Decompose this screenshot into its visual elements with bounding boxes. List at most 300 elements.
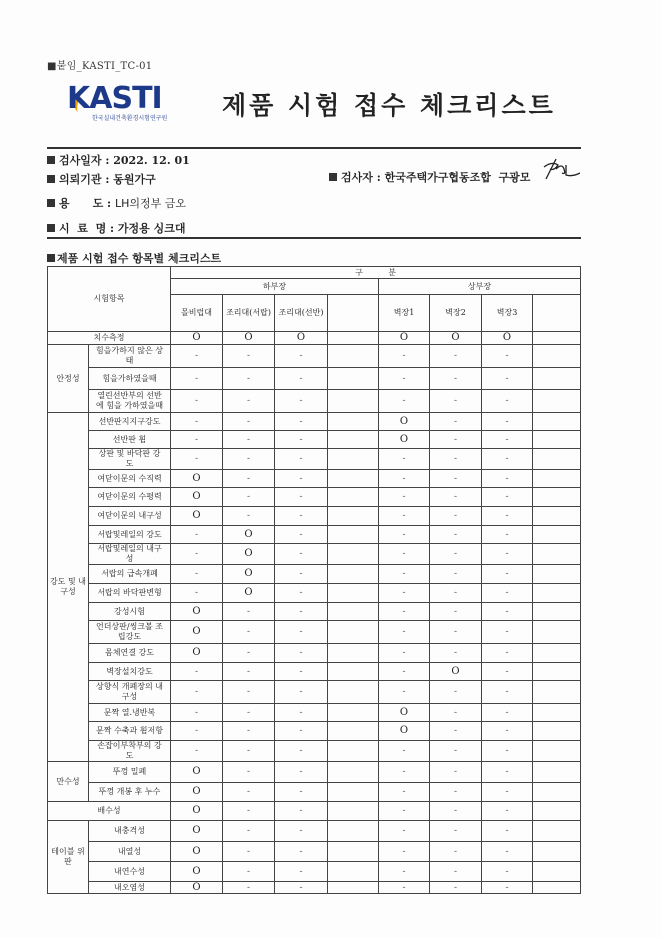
check-mark-cell: O bbox=[171, 332, 223, 345]
client-value: 동원가구 bbox=[113, 173, 156, 186]
test-item-label: 서랍및레일의 내구성 bbox=[89, 544, 171, 565]
not-applicable-cell: - bbox=[430, 621, 482, 644]
not-applicable-cell: - bbox=[275, 449, 328, 470]
table-row bbox=[48, 449, 581, 470]
not-applicable-cell: - bbox=[223, 663, 275, 681]
not-applicable-cell: - bbox=[379, 663, 430, 681]
not-applicable-cell: - bbox=[275, 681, 328, 704]
not-applicable-cell: - bbox=[379, 584, 430, 603]
not-applicable-cell: - bbox=[171, 544, 223, 565]
not-applicable-cell: - bbox=[223, 470, 275, 488]
bullet-square-icon bbox=[47, 156, 55, 164]
not-applicable-cell: - bbox=[430, 345, 482, 368]
test-item-label: 여닫이문의 수평력 bbox=[89, 488, 171, 507]
not-applicable-cell: - bbox=[223, 644, 275, 663]
not-applicable-cell: - bbox=[379, 882, 430, 894]
table-row bbox=[48, 842, 581, 862]
not-applicable-cell: - bbox=[223, 368, 275, 390]
empty-cell bbox=[328, 762, 379, 783]
not-applicable-cell: - bbox=[482, 783, 533, 802]
check-mark-cell: O bbox=[171, 762, 223, 783]
not-applicable-cell: - bbox=[482, 681, 533, 704]
sample-value: 가정용 싱크대 bbox=[117, 222, 186, 235]
empty-cell bbox=[533, 603, 581, 621]
inspector-label: 검사자 : bbox=[341, 171, 385, 184]
empty-cell bbox=[533, 526, 581, 544]
not-applicable-cell: - bbox=[275, 802, 328, 821]
not-applicable-cell: - bbox=[275, 722, 328, 741]
not-applicable-cell: - bbox=[430, 821, 482, 842]
bullet-square-icon bbox=[47, 199, 55, 207]
check-mark-cell: O bbox=[379, 413, 430, 431]
test-item-label: 선반판 휨 bbox=[89, 431, 171, 449]
empty-cell bbox=[328, 621, 379, 644]
not-applicable-cell: - bbox=[482, 704, 533, 722]
empty-cell bbox=[533, 470, 581, 488]
not-applicable-cell: - bbox=[223, 762, 275, 783]
not-applicable-cell: - bbox=[482, 431, 533, 449]
not-applicable-cell: - bbox=[275, 526, 328, 544]
test-item-label: 선반판지지구강도 bbox=[89, 413, 171, 431]
not-applicable-cell: - bbox=[275, 413, 328, 431]
table-row bbox=[48, 544, 581, 565]
check-mark-cell: O bbox=[379, 722, 430, 741]
table-row bbox=[48, 621, 581, 644]
usage-label: 용 도 : bbox=[59, 197, 115, 210]
not-applicable-cell: - bbox=[430, 882, 482, 894]
not-applicable-cell: - bbox=[482, 842, 533, 862]
table-row bbox=[48, 704, 581, 722]
test-item-label: 치수측정 bbox=[48, 332, 171, 345]
check-mark-cell: O bbox=[223, 565, 275, 584]
empty-cell bbox=[328, 663, 379, 681]
empty-cell bbox=[533, 882, 581, 894]
not-applicable-cell: - bbox=[275, 621, 328, 644]
not-applicable-cell: - bbox=[430, 584, 482, 603]
empty-cell bbox=[328, 345, 379, 368]
not-applicable-cell: - bbox=[430, 704, 482, 722]
not-applicable-cell: - bbox=[171, 565, 223, 584]
not-applicable-cell: - bbox=[430, 862, 482, 882]
not-applicable-cell: - bbox=[379, 741, 430, 762]
test-group-label: 강도 및 내구성 bbox=[48, 413, 89, 762]
document-title: 제품 시험 접수 체크리스트 bbox=[222, 91, 556, 120]
not-applicable-cell: - bbox=[482, 345, 533, 368]
empty-cell bbox=[533, 544, 581, 565]
not-applicable-cell: - bbox=[482, 862, 533, 882]
empty-cell bbox=[533, 681, 581, 704]
empty-cell bbox=[328, 544, 379, 565]
not-applicable-cell: - bbox=[430, 565, 482, 584]
empty-cell bbox=[328, 802, 379, 821]
not-applicable-cell: - bbox=[482, 488, 533, 507]
inspection-date-label: 검사일자 : bbox=[59, 154, 114, 167]
usage-value: LH의정부 금오 bbox=[114, 197, 186, 210]
empty-cell bbox=[533, 842, 581, 862]
not-applicable-cell: - bbox=[223, 345, 275, 368]
not-applicable-cell: - bbox=[275, 862, 328, 882]
empty-cell bbox=[328, 681, 379, 704]
header-column-0: 몰비럽대 bbox=[171, 295, 223, 332]
check-mark-cell: O bbox=[379, 332, 430, 345]
table-row bbox=[48, 783, 581, 802]
not-applicable-cell: - bbox=[275, 783, 328, 802]
not-applicable-cell: - bbox=[430, 368, 482, 390]
bullet-square-icon bbox=[47, 175, 55, 183]
check-mark-cell: O bbox=[171, 644, 223, 663]
check-mark-cell: O bbox=[379, 704, 430, 722]
table-row bbox=[48, 565, 581, 584]
empty-cell bbox=[328, 741, 379, 762]
table-row bbox=[48, 802, 581, 821]
not-applicable-cell: - bbox=[275, 762, 328, 783]
not-applicable-cell: - bbox=[275, 663, 328, 681]
not-applicable-cell: - bbox=[482, 821, 533, 842]
empty-cell bbox=[328, 722, 379, 741]
test-item-label: 힘을가하지 않은 상태 bbox=[89, 345, 171, 368]
not-applicable-cell: - bbox=[430, 681, 482, 704]
empty-cell bbox=[533, 368, 581, 390]
header-upper-cabinet: 상부장 bbox=[379, 279, 581, 295]
not-applicable-cell: - bbox=[379, 681, 430, 704]
table-row bbox=[48, 663, 581, 681]
empty-cell bbox=[328, 470, 379, 488]
header-column-5: 벽장2 bbox=[430, 295, 482, 332]
empty-cell bbox=[533, 644, 581, 663]
test-item-label: 서랍의 급속개폐 bbox=[89, 565, 171, 584]
empty-cell bbox=[533, 862, 581, 882]
empty-cell bbox=[328, 603, 379, 621]
not-applicable-cell: - bbox=[482, 621, 533, 644]
not-applicable-cell: - bbox=[275, 603, 328, 621]
not-applicable-cell: - bbox=[430, 603, 482, 621]
empty-cell bbox=[328, 368, 379, 390]
table-row bbox=[48, 345, 581, 368]
not-applicable-cell: - bbox=[482, 390, 533, 413]
kasti-logo bbox=[67, 83, 187, 123]
not-applicable-cell: - bbox=[379, 345, 430, 368]
not-applicable-cell: - bbox=[275, 390, 328, 413]
check-mark-cell: O bbox=[275, 332, 328, 345]
table-row bbox=[48, 882, 581, 894]
not-applicable-cell: - bbox=[223, 621, 275, 644]
test-item-label: 벽장설치강도 bbox=[89, 663, 171, 681]
test-item-label: 문짝 수축과 휨저항 bbox=[89, 722, 171, 741]
test-group-label: 테이블 위판 bbox=[48, 821, 89, 894]
not-applicable-cell: - bbox=[430, 413, 482, 431]
not-applicable-cell: - bbox=[482, 449, 533, 470]
not-applicable-cell: - bbox=[430, 449, 482, 470]
empty-cell bbox=[533, 431, 581, 449]
not-applicable-cell: - bbox=[223, 821, 275, 842]
header-column-1: 조리대(서랍) bbox=[223, 295, 275, 332]
test-group-label: 만수성 bbox=[48, 762, 89, 802]
not-applicable-cell: - bbox=[223, 431, 275, 449]
not-applicable-cell: - bbox=[275, 842, 328, 862]
not-applicable-cell: - bbox=[430, 488, 482, 507]
not-applicable-cell: - bbox=[482, 413, 533, 431]
not-applicable-cell: - bbox=[223, 449, 275, 470]
not-applicable-cell: - bbox=[171, 741, 223, 762]
check-mark-cell: O bbox=[171, 488, 223, 507]
test-item-label: 내오염성 bbox=[89, 882, 171, 894]
not-applicable-cell: - bbox=[275, 565, 328, 584]
check-mark-cell: O bbox=[171, 507, 223, 526]
table-row bbox=[48, 390, 581, 413]
header-column-4: 벽장1 bbox=[379, 295, 430, 332]
table-header bbox=[48, 267, 581, 332]
empty-cell bbox=[533, 704, 581, 722]
header-category: 구 분 bbox=[171, 267, 581, 279]
empty-cell bbox=[533, 449, 581, 470]
not-applicable-cell: - bbox=[379, 507, 430, 526]
not-applicable-cell: - bbox=[171, 345, 223, 368]
not-applicable-cell: - bbox=[482, 544, 533, 565]
empty-cell bbox=[533, 741, 581, 762]
not-applicable-cell: - bbox=[223, 488, 275, 507]
not-applicable-cell: - bbox=[171, 722, 223, 741]
empty-cell bbox=[328, 507, 379, 526]
not-applicable-cell: - bbox=[223, 722, 275, 741]
not-applicable-cell: - bbox=[482, 603, 533, 621]
not-applicable-cell: - bbox=[430, 802, 482, 821]
not-applicable-cell: - bbox=[223, 681, 275, 704]
empty-cell bbox=[533, 802, 581, 821]
table-row bbox=[48, 470, 581, 488]
logo-subtext: 한국실내건축환경시험연구원 bbox=[92, 115, 168, 122]
empty-cell bbox=[328, 842, 379, 862]
header-column-2: 조리대(선반) bbox=[275, 295, 328, 332]
not-applicable-cell: - bbox=[379, 565, 430, 584]
not-applicable-cell: - bbox=[171, 663, 223, 681]
empty-cell bbox=[533, 663, 581, 681]
not-applicable-cell: - bbox=[482, 470, 533, 488]
check-mark-cell: O bbox=[171, 603, 223, 621]
table-row bbox=[48, 762, 581, 783]
not-applicable-cell: - bbox=[223, 882, 275, 894]
not-applicable-cell: - bbox=[171, 526, 223, 544]
header-divider-bottom bbox=[47, 237, 581, 239]
not-applicable-cell: - bbox=[430, 526, 482, 544]
test-item-label: 내연수성 bbox=[89, 862, 171, 882]
not-applicable-cell: - bbox=[223, 862, 275, 882]
usage bbox=[47, 195, 186, 211]
not-applicable-cell: - bbox=[275, 368, 328, 390]
not-applicable-cell: - bbox=[275, 431, 328, 449]
not-applicable-cell: - bbox=[275, 470, 328, 488]
table-row bbox=[48, 862, 581, 882]
not-applicable-cell: - bbox=[379, 603, 430, 621]
table-row bbox=[48, 644, 581, 663]
not-applicable-cell: - bbox=[275, 544, 328, 565]
empty-cell bbox=[533, 762, 581, 783]
test-item-label: 열린선반부의 선반에 힘을 가하였을때 bbox=[89, 390, 171, 413]
not-applicable-cell: - bbox=[430, 544, 482, 565]
empty-cell bbox=[328, 413, 379, 431]
not-applicable-cell: - bbox=[379, 802, 430, 821]
header-column-3 bbox=[328, 295, 379, 332]
check-mark-cell: O bbox=[171, 783, 223, 802]
test-item-label: 내열성 bbox=[89, 842, 171, 862]
not-applicable-cell: - bbox=[482, 584, 533, 603]
test-item-label: 서랍및레일의 강도 bbox=[89, 526, 171, 544]
not-applicable-cell: - bbox=[430, 783, 482, 802]
table-row bbox=[48, 413, 581, 431]
empty-cell bbox=[328, 584, 379, 603]
test-item-label: 손잡이부착부의 강도 bbox=[89, 741, 171, 762]
not-applicable-cell: - bbox=[379, 621, 430, 644]
test-item-label: 여닫이문의 내구성 bbox=[89, 507, 171, 526]
check-mark-cell: O bbox=[379, 431, 430, 449]
empty-cell bbox=[328, 882, 379, 894]
not-applicable-cell: - bbox=[379, 368, 430, 390]
not-applicable-cell: - bbox=[223, 413, 275, 431]
empty-cell bbox=[328, 862, 379, 882]
attachment-label: ■붙임_KASTI_TC-01 bbox=[47, 61, 153, 72]
check-mark-cell: O bbox=[171, 842, 223, 862]
section-title-text: 제품 시험 접수 항목별 체크리스트 bbox=[57, 252, 222, 265]
not-applicable-cell: - bbox=[223, 842, 275, 862]
empty-cell bbox=[533, 413, 581, 431]
table-row bbox=[48, 821, 581, 842]
test-item-label: 강성시험 bbox=[89, 603, 171, 621]
header-lower-cabinet: 하부장 bbox=[171, 279, 379, 295]
test-item-label: 뚜껑 밀폐 bbox=[89, 762, 171, 783]
not-applicable-cell: - bbox=[430, 431, 482, 449]
check-mark-cell: O bbox=[171, 821, 223, 842]
empty-cell bbox=[328, 449, 379, 470]
empty-cell bbox=[328, 390, 379, 413]
empty-cell bbox=[328, 644, 379, 663]
not-applicable-cell: - bbox=[482, 741, 533, 762]
not-applicable-cell: - bbox=[379, 842, 430, 862]
empty-cell bbox=[328, 783, 379, 802]
empty-cell bbox=[533, 390, 581, 413]
empty-cell bbox=[328, 821, 379, 842]
table-row bbox=[48, 722, 581, 741]
not-applicable-cell: - bbox=[171, 431, 223, 449]
not-applicable-cell: - bbox=[482, 526, 533, 544]
logo-text: KASTI bbox=[67, 81, 162, 116]
not-applicable-cell: - bbox=[379, 544, 430, 565]
table-row bbox=[48, 431, 581, 449]
test-item-label: 언더상판/씽크볼 조립강도 bbox=[89, 621, 171, 644]
bullet-square-icon bbox=[47, 224, 55, 232]
not-applicable-cell: - bbox=[223, 704, 275, 722]
check-mark-cell: O bbox=[171, 470, 223, 488]
empty-cell bbox=[533, 507, 581, 526]
header-test-item: 시험항목 bbox=[48, 267, 171, 332]
not-applicable-cell: - bbox=[379, 449, 430, 470]
not-applicable-cell: - bbox=[379, 488, 430, 507]
check-mark-cell: O bbox=[171, 802, 223, 821]
empty-cell bbox=[328, 332, 379, 345]
not-applicable-cell: - bbox=[275, 704, 328, 722]
not-applicable-cell: - bbox=[430, 842, 482, 862]
sample-name bbox=[47, 220, 186, 236]
not-applicable-cell: - bbox=[379, 470, 430, 488]
test-item-label: 서랍의 바닥판변형 bbox=[89, 584, 171, 603]
not-applicable-cell: - bbox=[171, 390, 223, 413]
bullet-square-icon bbox=[329, 173, 337, 181]
not-applicable-cell: - bbox=[430, 762, 482, 783]
empty-cell bbox=[533, 821, 581, 842]
empty-cell bbox=[533, 584, 581, 603]
not-applicable-cell: - bbox=[482, 722, 533, 741]
not-applicable-cell: - bbox=[379, 862, 430, 882]
test-item-label: 상향식 개폐장의 내구성 bbox=[89, 681, 171, 704]
table-row bbox=[48, 488, 581, 507]
not-applicable-cell: - bbox=[430, 470, 482, 488]
empty-cell bbox=[533, 488, 581, 507]
not-applicable-cell: - bbox=[171, 368, 223, 390]
check-mark-cell: O bbox=[171, 882, 223, 894]
test-item-label: 몸체연결 강도 bbox=[89, 644, 171, 663]
not-applicable-cell: - bbox=[275, 507, 328, 526]
empty-cell bbox=[533, 722, 581, 741]
not-applicable-cell: - bbox=[379, 762, 430, 783]
test-group-label: 안정성 bbox=[48, 345, 89, 413]
not-applicable-cell: - bbox=[171, 584, 223, 603]
empty-cell bbox=[328, 704, 379, 722]
not-applicable-cell: - bbox=[379, 644, 430, 663]
test-item-label: 배수성 bbox=[48, 802, 171, 821]
bullet-square-icon bbox=[47, 254, 55, 262]
empty-cell bbox=[533, 783, 581, 802]
not-applicable-cell: - bbox=[430, 390, 482, 413]
not-applicable-cell: - bbox=[379, 783, 430, 802]
not-applicable-cell: - bbox=[482, 663, 533, 681]
inspection-date bbox=[47, 152, 190, 168]
not-applicable-cell: - bbox=[223, 507, 275, 526]
empty-cell bbox=[533, 332, 581, 345]
not-applicable-cell: - bbox=[223, 603, 275, 621]
client-label: 의뢰기관 : bbox=[59, 173, 114, 186]
table-row bbox=[48, 507, 581, 526]
test-item-label: 뚜껑 개봉 후 누수 bbox=[89, 783, 171, 802]
test-item-label: 내충격성 bbox=[89, 821, 171, 842]
not-applicable-cell: - bbox=[171, 449, 223, 470]
check-mark-cell: O bbox=[223, 332, 275, 345]
not-applicable-cell: - bbox=[171, 704, 223, 722]
signature bbox=[540, 157, 580, 183]
empty-cell bbox=[328, 565, 379, 584]
check-mark-cell: O bbox=[171, 862, 223, 882]
header-column-7 bbox=[533, 295, 581, 332]
test-item-label: 문짝 열.냉반복 bbox=[89, 704, 171, 722]
empty-cell bbox=[533, 345, 581, 368]
not-applicable-cell: - bbox=[482, 507, 533, 526]
header-column-6: 벽장3 bbox=[482, 295, 533, 332]
empty-cell bbox=[328, 488, 379, 507]
sample-label: 시 료 명 : bbox=[59, 222, 118, 235]
not-applicable-cell: - bbox=[430, 722, 482, 741]
not-applicable-cell: - bbox=[379, 390, 430, 413]
header-divider-top bbox=[47, 147, 581, 149]
check-mark-cell: O bbox=[171, 621, 223, 644]
table-row bbox=[48, 603, 581, 621]
not-applicable-cell: - bbox=[171, 681, 223, 704]
check-mark-cell: O bbox=[430, 332, 482, 345]
empty-cell bbox=[328, 431, 379, 449]
table-row bbox=[48, 368, 581, 390]
empty-cell bbox=[533, 621, 581, 644]
not-applicable-cell: - bbox=[482, 565, 533, 584]
empty-cell bbox=[533, 565, 581, 584]
not-applicable-cell: - bbox=[430, 507, 482, 526]
table-row bbox=[48, 332, 581, 345]
not-applicable-cell: - bbox=[171, 413, 223, 431]
